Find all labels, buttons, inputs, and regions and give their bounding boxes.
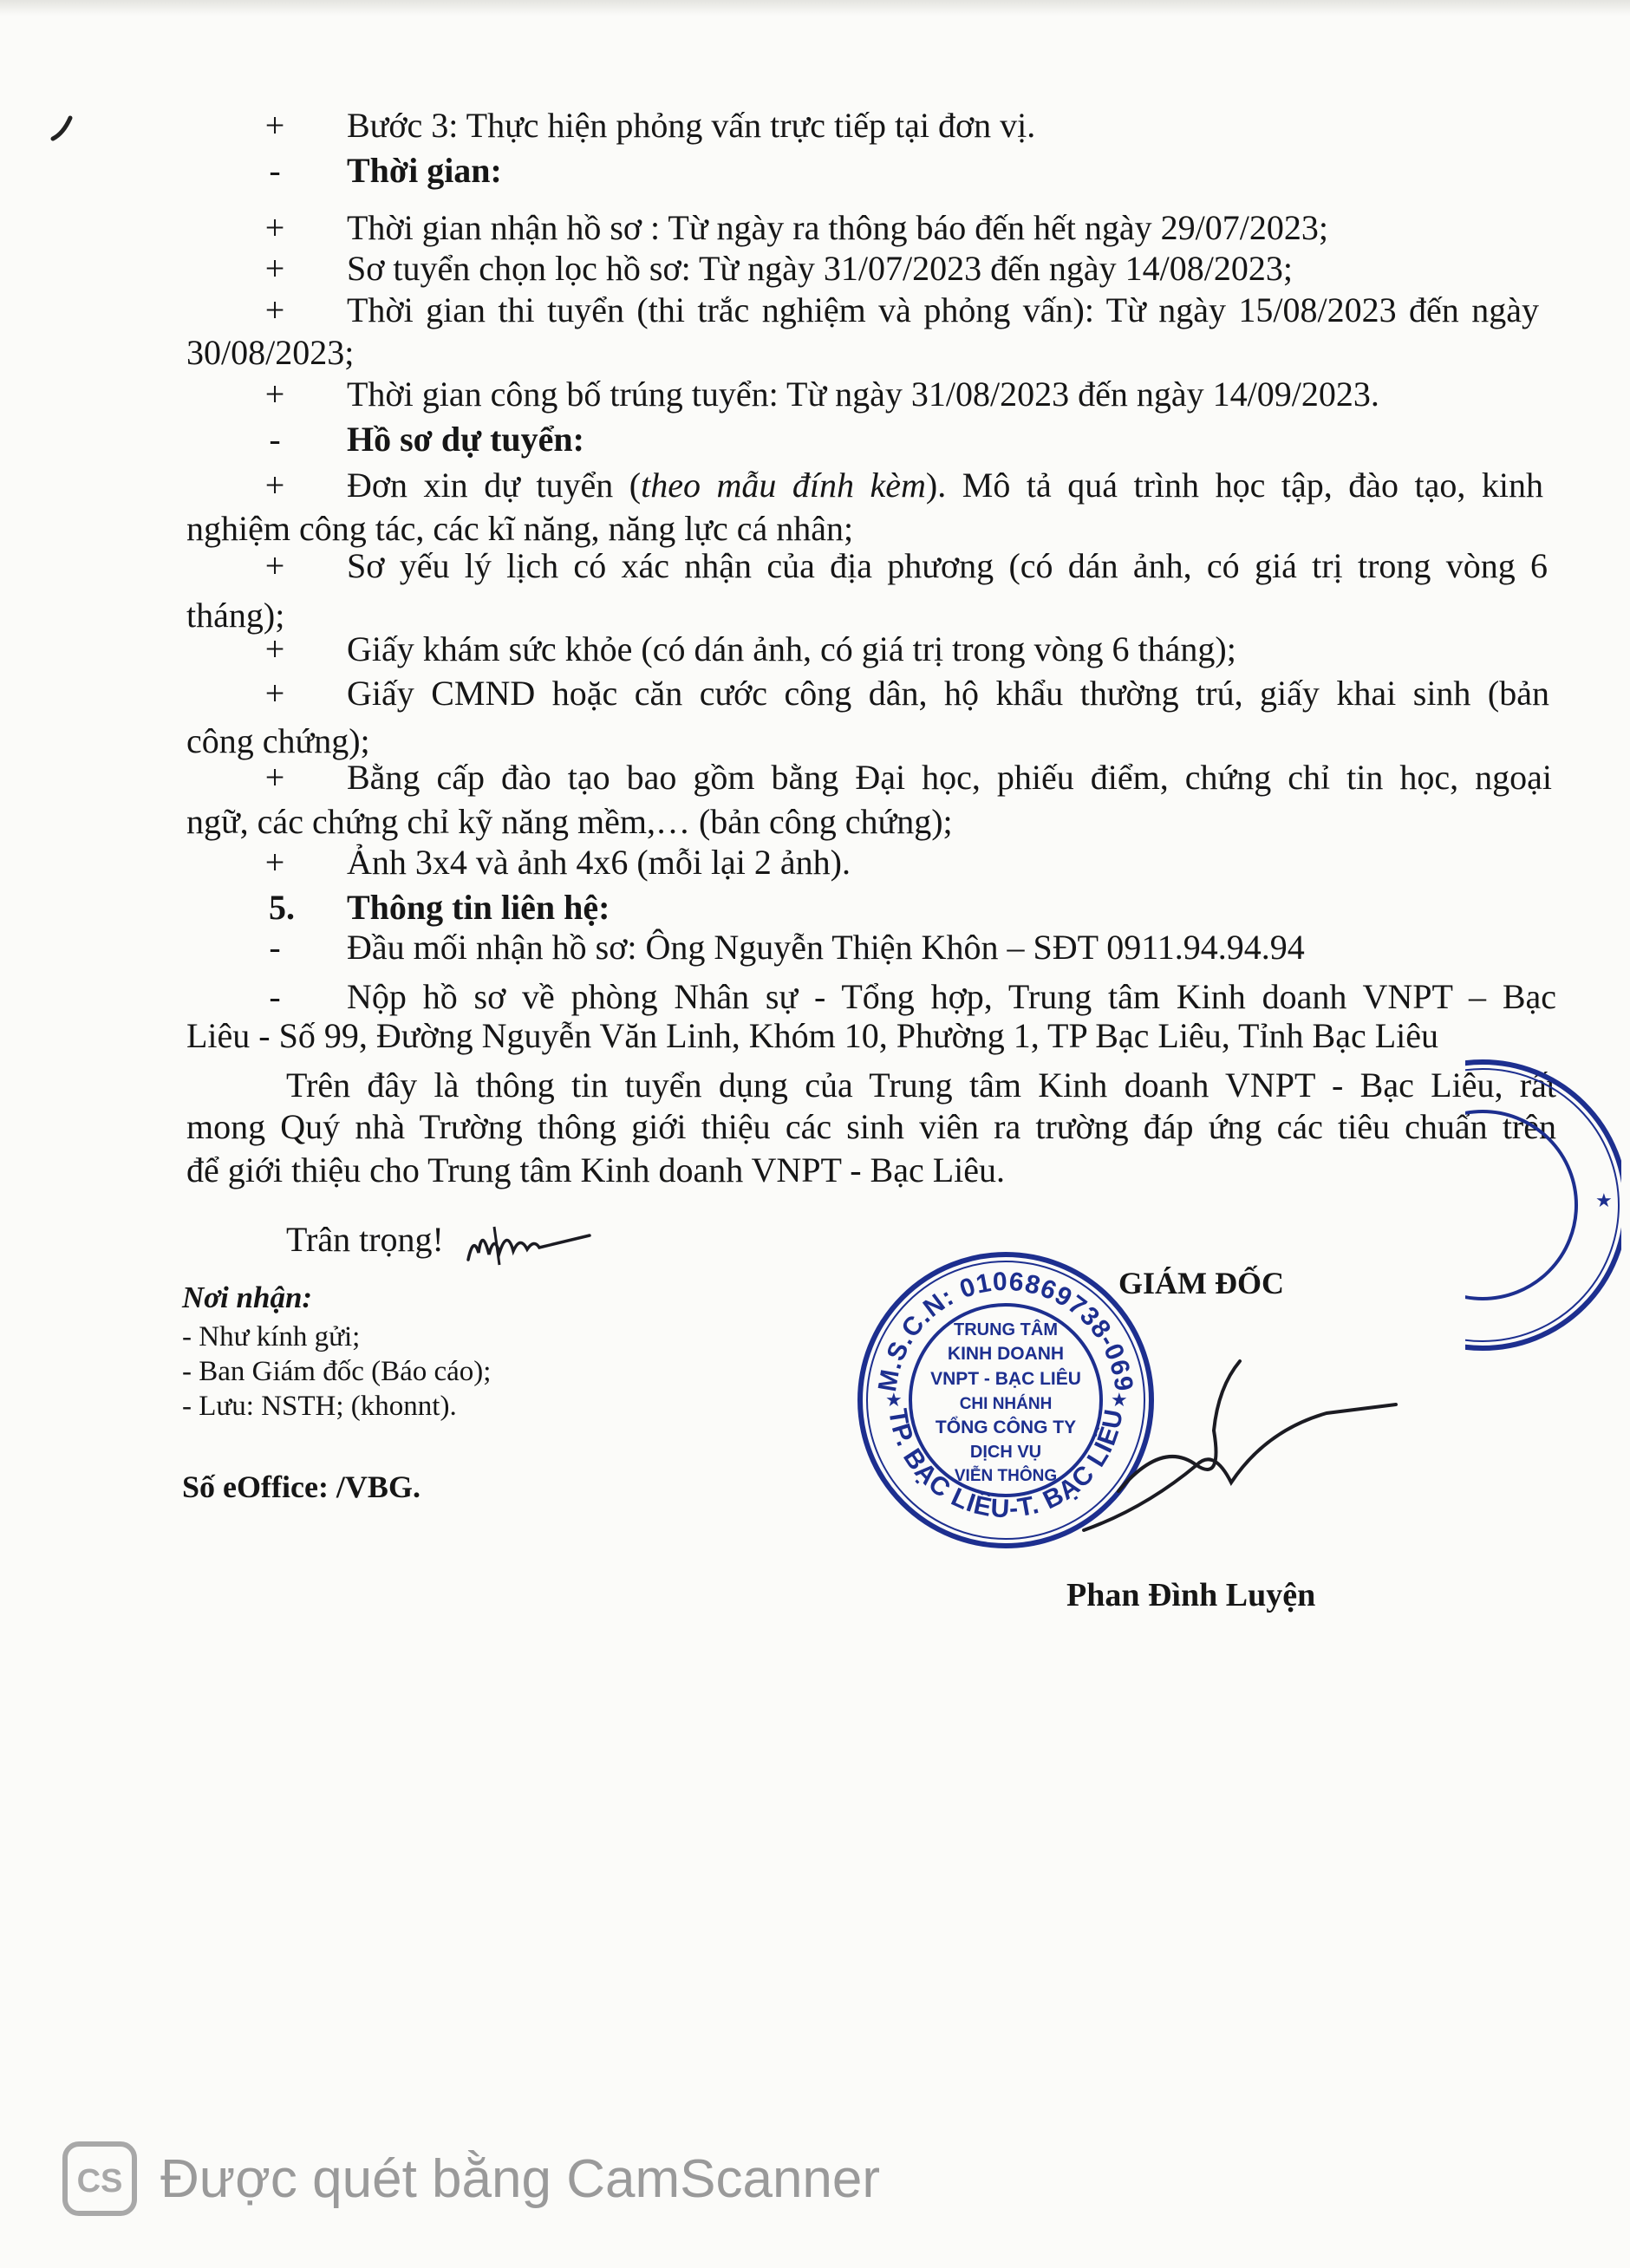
docs-heading: Hồ sơ dự tuyển: <box>347 420 584 459</box>
time-line-1: Thời gian nhận hồ sơ : Từ ngày ra thông báo đến hết ngày 29/07/2023; <box>347 208 1328 247</box>
doc-line-3: Giấy khám sức khỏe (có dán ảnh, có giá trị trong vòng 6 tháng); <box>347 629 1236 668</box>
time-line-4: Thời gian công bố trúng tuyển: Từ ngày 31/08/2023 đến ngày 14/09/2023. <box>347 375 1379 414</box>
doc-line-1: Đơn xin dự tuyển (theo mẫu đính kèm). Mô tả quá trình học tập, đào tạo, kinh <box>347 466 1543 505</box>
closing-line-1: Trên đây là thông tin tuyển dụng của Trung tâm Kinh doanh VNPT - Bạc Liêu, rất <box>286 1066 1556 1105</box>
stamp-center-line: CHI NHÁNH <box>959 1395 1053 1413</box>
doc-line-4: Giấy CMND hoặc căn cước công dân, hộ khẩu thường trú, giấy khai sinh (bản <box>347 674 1549 713</box>
bullet-plus: + <box>264 629 285 668</box>
stamp-center-line: TRUNG TÂM <box>954 1320 1058 1339</box>
director-signature <box>1066 1335 1413 1552</box>
bullet-plus: + <box>264 466 285 505</box>
contact-line-1: Đầu mối nhận hồ sơ: Ông Nguyễn Thiện Khôn – SĐT 0911.94.94.94 <box>347 928 1305 967</box>
bullet-dash: - <box>269 928 281 967</box>
stamp-center-line: KINH DOANH <box>947 1344 1065 1364</box>
doc-line-2: Sơ yếu lý lịch có xác nhận của địa phương (có dán ảnh, có giá trị trong vòng 6 <box>347 546 1548 585</box>
signer-title: GIÁM ĐỐC <box>1118 1266 1284 1300</box>
stamp-center-line: VIỄN THÔNG <box>954 1467 1058 1485</box>
section-5-heading: Thông tin liên hệ: <box>347 888 610 927</box>
doc-line-4-cont: công chứng); <box>186 721 370 760</box>
time-heading: Thời gian: <box>347 151 502 190</box>
camscanner-logo <box>62 2141 137 2216</box>
recipients-heading: Nơi nhận: <box>182 1281 313 1314</box>
recipient-item: - Ban Giám đốc (Báo cáo); <box>182 1356 492 1387</box>
camscanner-logo-text: CS <box>76 2163 123 2200</box>
recipient-item: - Lưu: NSTH; (khonnt). <box>182 1391 457 1422</box>
bullet-dash: - <box>269 151 281 190</box>
stamp-top-text: M.S.C.N: 0106869738-069 <box>873 1267 1138 1394</box>
stamp-center-line: DỊCH VỤ <box>969 1443 1042 1462</box>
bullet-plus: + <box>264 208 285 247</box>
partial-page-seal <box>1465 971 1621 1404</box>
doc-line-6: Ảnh 3x4 và ảnh 4x6 (mỗi lại 2 ảnh). <box>347 843 851 882</box>
closing-line-3: để giới thiệu cho Trung tâm Kinh doanh VNPT - Bạc Liêu. <box>186 1150 1006 1189</box>
seal-star-icon: ★ <box>1595 1189 1613 1211</box>
bullet-dash: - <box>269 420 281 459</box>
eoffice-number: Số eOffice: /VBG. <box>182 1470 421 1504</box>
doc-line-2-cont: tháng); <box>186 596 285 635</box>
signer-name: Phan Đình Luyện <box>1066 1577 1316 1613</box>
stamp-center-line: VNPT - BẠC LIÊU <box>930 1369 1081 1389</box>
closing-line-2: mong Quý nhà Trường thông giới thiệu các sinh viên ra trường đáp ứng các tiêu chuẩn trên <box>186 1107 1556 1146</box>
recipient-item: - Như kính gửi; <box>182 1321 361 1352</box>
bullet-dash: - <box>269 977 281 1016</box>
bullet-plus: + <box>264 546 285 585</box>
bullet-plus: + <box>264 249 285 288</box>
doc-line-1-cont: nghiệm công tác, các kĩ năng, năng lực cá nhân; <box>186 509 854 548</box>
contact-line-2-cont: Liêu - Số 99, Đường Nguyễn Văn Linh, Khóm 10, Phường 1, TP Bạc Liêu, Tỉnh Bạc Liêu <box>186 1016 1439 1055</box>
stamp-star-icon: ★ <box>1111 1389 1128 1411</box>
step3-line: Bước 3: Thực hiện phỏng vấn trực tiếp tại đơn vị. <box>347 106 1036 145</box>
contact-line-2: Nộp hồ sơ về phòng Nhân sự - Tổng hợp, Trung tâm Kinh doanh VNPT – Bạc <box>347 977 1556 1016</box>
regards: Trân trọng! <box>286 1220 444 1259</box>
stray-mark <box>48 111 82 146</box>
stamp-star-icon: ★ <box>885 1389 903 1411</box>
bullet-plus: + <box>264 375 285 414</box>
section-5-number: 5. <box>269 888 295 927</box>
doc-line-5: Bằng cấp đào tạo bao gồm bằng Đại học, phiếu điểm, chứng chỉ tin học, ngoại <box>347 758 1552 797</box>
time-line-3-cont: 30/08/2023; <box>186 333 355 372</box>
time-line-2: Sơ tuyển chọn lọc hồ sơ: Từ ngày 31/07/2023 đến ngày 14/08/2023; <box>347 249 1293 288</box>
camscanner-caption: Được quét bằng CamScanner <box>160 2149 881 2209</box>
bullet-plus: + <box>264 843 285 882</box>
doc-line-5-cont: ngữ, các chứng chỉ kỹ năng mềm,… (bản công chứng); <box>186 802 953 841</box>
initials-signature <box>460 1209 616 1279</box>
time-line-3: Thời gian thi tuyển (thi trắc nghiệm và phỏng vấn): Từ ngày 15/08/2023 đến ngày <box>347 290 1539 329</box>
bullet-plus: + <box>264 674 285 713</box>
bullet-plus: + <box>264 758 285 797</box>
bullet-plus: + <box>264 106 285 145</box>
stamp-center-line: TỔNG CÔNG TY <box>935 1418 1077 1437</box>
bullet-plus: + <box>264 290 285 329</box>
scan-shadow <box>0 0 1630 16</box>
stamp-bottom-text: TP. BẠC LIÊU-T. BẠC LIÊU <box>883 1406 1129 1524</box>
